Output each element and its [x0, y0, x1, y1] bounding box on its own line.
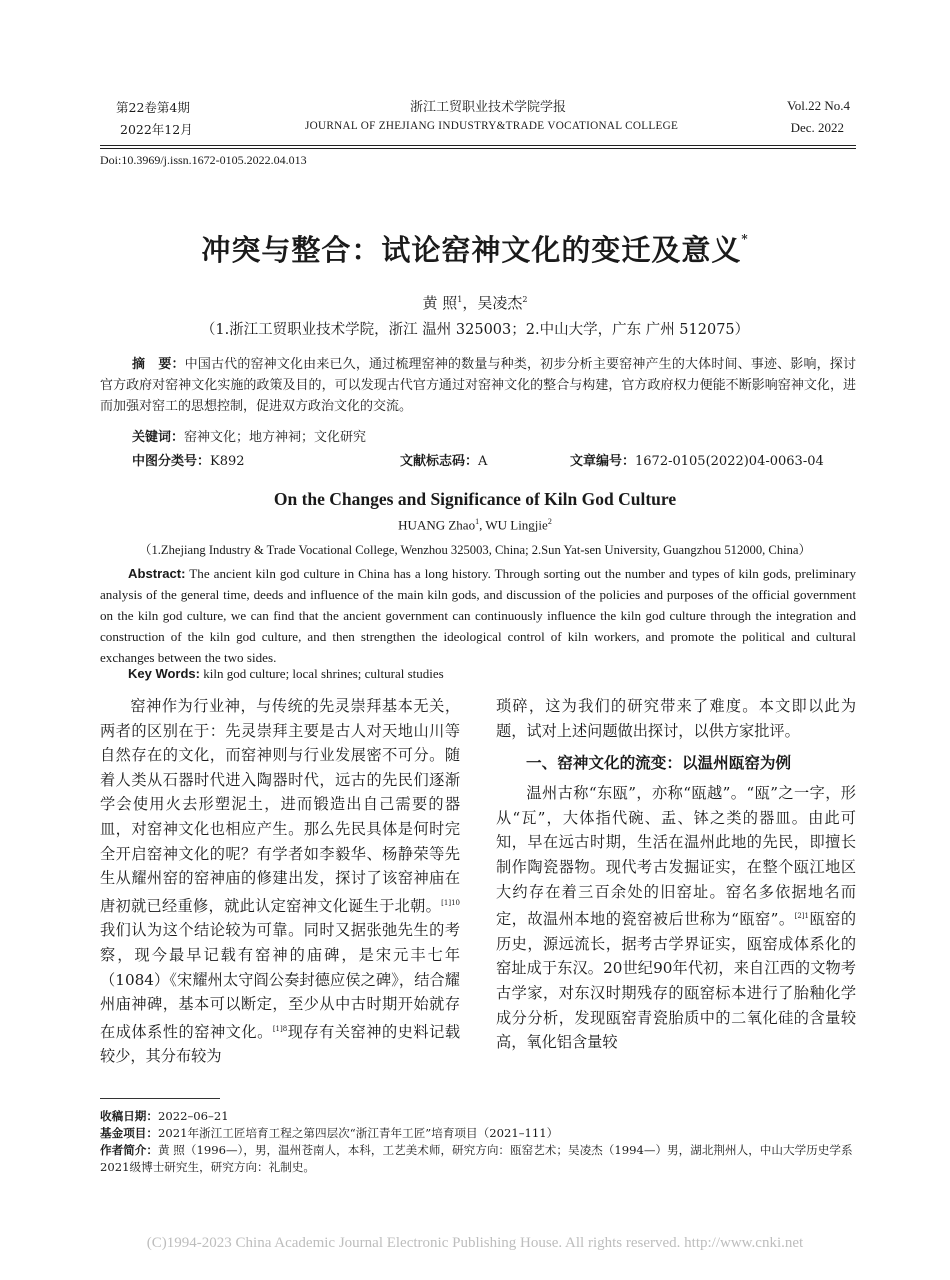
document-code — [400, 450, 487, 469]
keywords-en — [128, 666, 444, 682]
authors-cn — [0, 292, 950, 313]
clc-value: K892 — [210, 454, 245, 469]
header-rule-thin — [100, 148, 856, 149]
article-number-label: 文章编号： — [570, 454, 636, 469]
body-text: 窑神作为行业神，与传统的先灵崇拜基本无关，两者的区别在于：先灵崇拜主要是古人对天地山川等自然存在的文化，而窑神则与行业发展密不可分。随着人类从石器时代进入陶器时代，远古的先民们逐渐学会使用火去形塑泥土，进而锻造出自己需要的器皿，对窑神文化也相应产生。那么先民具体是何时完全开启窑神文化的呢？有学者如李毅华、杨静荣等先生从耀州窑的窑神庙的修建出发，探讨了该窑神庙在唐初就已经重修，就此认定窑神文化诞生于北朝。 — [100, 697, 460, 915]
section-heading: 一、窑神文化的流变：以温州瓯窑为例 — [526, 754, 792, 773]
citation: [1]8 — [272, 1024, 288, 1033]
author-separator: ， — [462, 294, 478, 312]
affiliation-en: （1.Zhejiang Industry & Trade Vocational College, Wenzhou 325003, China; 2.Sun Yat-sen University, Guangzhou 512000, China） — [138, 543, 812, 557]
body-text: 瓯窑的历史，源远流长，据考古学界证实，瓯窑成体系化的窑址成于东汉。20世纪90年代初，来自江西的文物考古学家，对东汉时期残存的瓯窑标本进行了胎釉化学成分分析，发现瓯窑青瓷胎质中的二氧化硅的含量较高，氧化铝含量较 — [496, 910, 857, 1052]
footnote-rule — [100, 1098, 220, 1099]
header-journal-cn: 浙江工贸职业技术学院学报 — [410, 100, 567, 115]
keywords-cn-label: 关键词： — [132, 430, 185, 445]
article-number-value: 1672-0105(2022)04-0063-04 — [635, 454, 824, 469]
header-rule — [100, 145, 856, 146]
author-1-en: HUANG Zhao — [398, 517, 476, 533]
footnote-text: 2022–06–21 — [157, 1109, 229, 1123]
body-text: 现存有关窑神的史料记载较少，其分布较为 — [100, 1022, 461, 1066]
authors-en — [0, 517, 950, 533]
keywords-cn-text: 窑神文化；地方神祠；文化研究 — [184, 430, 367, 445]
header-volume-en: Vol.22 No.4 — [787, 98, 850, 113]
footnote-text: 2021年浙江工匠培育工程之第四层次“浙江青年工匠”培育项目（2021–111） — [157, 1126, 559, 1140]
footnote-text: 黄 照（1996—），男，温州苍南人，本科，工艺美术师，研究方向：瓯窑艺术；吴凌杰（1994—）男，湖北荆州人，中山大学历史学系2021级博士研究生，研究方向：礼制史。 — [100, 1143, 853, 1174]
doc-code-value: A — [478, 454, 488, 469]
header-volume-cn: 第22卷第4期 — [116, 100, 190, 115]
abstract-en-label: Abstract: — [128, 566, 186, 581]
citation: [2]1 — [794, 912, 809, 921]
keywords-cn — [132, 426, 366, 445]
author-en-separator: , — [479, 517, 486, 533]
footnotes — [100, 1108, 860, 1176]
article-number — [570, 450, 824, 469]
clc-number — [132, 450, 245, 469]
author-1-affil: 1 — [457, 295, 463, 304]
header-date-cn: 2022年12月 — [120, 122, 193, 137]
body-paragraph — [496, 781, 856, 1055]
abstract-en-text: The ancient kiln god culture in China has a long history. Through sorting out the number and types of kiln gods, preliminary analysis of the general time, deeds and influence of the main kiln gods, and discussion of the policies and purposes of the official government on the kiln god culture, we can find that the ancient government can continuously influence the kiln god culture through the integration and construction of the kiln god culture, and then strengthen the ideological control of kiln workers, and promote the political and cultural exchanges between the two sides. — [100, 566, 856, 665]
author-1-en-affil: 1 — [475, 517, 480, 526]
footnote-label: 收稿日期： — [100, 1109, 158, 1123]
copyright-watermark: (C)1994-2023 China Academic Journal Electronic Publishing House. All rights reserved. http://www.cnki.net — [146, 1235, 804, 1251]
abstract-cn — [100, 354, 856, 417]
paper-title-en: On the Changes and Significance of Kiln God Culture — [273, 489, 677, 509]
footnote-label: 基金项目： — [100, 1126, 158, 1140]
header-date-en: Dec. 2022 — [790, 120, 844, 135]
abstract-cn-label: 摘 要： — [132, 357, 185, 372]
header-journal-en: JOURNAL OF ZHEJIANG INDUSTRY&TRADE VOCATIONAL COLLEGE — [305, 120, 679, 132]
paper-title — [0, 228, 950, 269]
clc-label: 中图分类号： — [132, 454, 211, 469]
author-2-affil: 2 — [522, 295, 528, 304]
footnote-fund — [100, 1125, 860, 1142]
citation: [1]10 — [441, 898, 460, 907]
body-paragraph — [100, 694, 460, 1069]
body-column-right — [496, 694, 856, 1055]
affiliation-cn: （1.浙江工贸职业技术学院，浙江 温州 325003；2.中山大学，广东 广州 512075） — [200, 322, 750, 338]
footnote-received — [100, 1108, 860, 1125]
title-footnote-mark: * — [741, 232, 749, 246]
keywords-en-label: Key Words: — [128, 666, 200, 681]
footnote-bio — [100, 1142, 860, 1176]
author-2-en-affil: 2 — [547, 517, 552, 526]
keywords-en-text: kiln god culture; local shrines; cultural studies — [203, 666, 444, 681]
abstract-cn-text: 中国古代的窑神文化由来已久，通过梳理窑神的数量与种类，初步分析主要窑神产生的大体时间、事迹、影响，探讨官方政府对窑神文化实施的政策及目的，可以发现古代官方通过对窑神文化的整合与构建，官方政府权力便能不断影响窑神文化，进而加强对窑工的思想控制，促进双方政治文化的交流。 — [100, 357, 856, 414]
author-1: 黄 照 — [422, 294, 458, 312]
body-text: 我们认为这个结论较为可靠。同时又据张弛先生的考察，现今最早记载有窑神的庙碑，是宋元丰七年（1084）《宋耀州太守阎公奏封德应侯之碑》，结合耀州庙神碑，基本可以断定，至少从中古时期开始就存在成体系性的窑神文化。 — [100, 921, 460, 1041]
doi: Doi:10.3969/j.issn.1672-0105.2022.04.013 — [100, 153, 307, 167]
doc-code-label: 文献标志码： — [400, 454, 479, 469]
body-text: 温州古称“东瓯”，亦称“瓯越”。“瓯”之一字，形从“瓦”，大体指代碗、盂、钵之类的器皿。由此可知，早在远古时期，生活在温州此地的先民，即擅长制作陶瓷器物。现代考古发掘证实，在整个瓯江地区大约存在着三百余处的旧窑址。窑名多依据地名而定，故温州本地的瓷窑被后世称为“瓯窑”。 — [496, 784, 856, 929]
paper-title-text: 冲突与整合：试论窑神文化的变迁及意义 — [201, 233, 742, 267]
author-2: 吴凌杰 — [477, 294, 523, 312]
body-paragraph: 琐碎，这为我们的研究带来了难度。本文即以此为题，试对上述问题做出探讨，以供方家批评。 — [496, 697, 856, 740]
footnote-label: 作者简介： — [100, 1143, 158, 1157]
author-2-en: WU Lingjie — [485, 517, 548, 533]
abstract-en — [100, 563, 856, 668]
body-column-left — [100, 694, 460, 1069]
running-header — [100, 96, 856, 142]
